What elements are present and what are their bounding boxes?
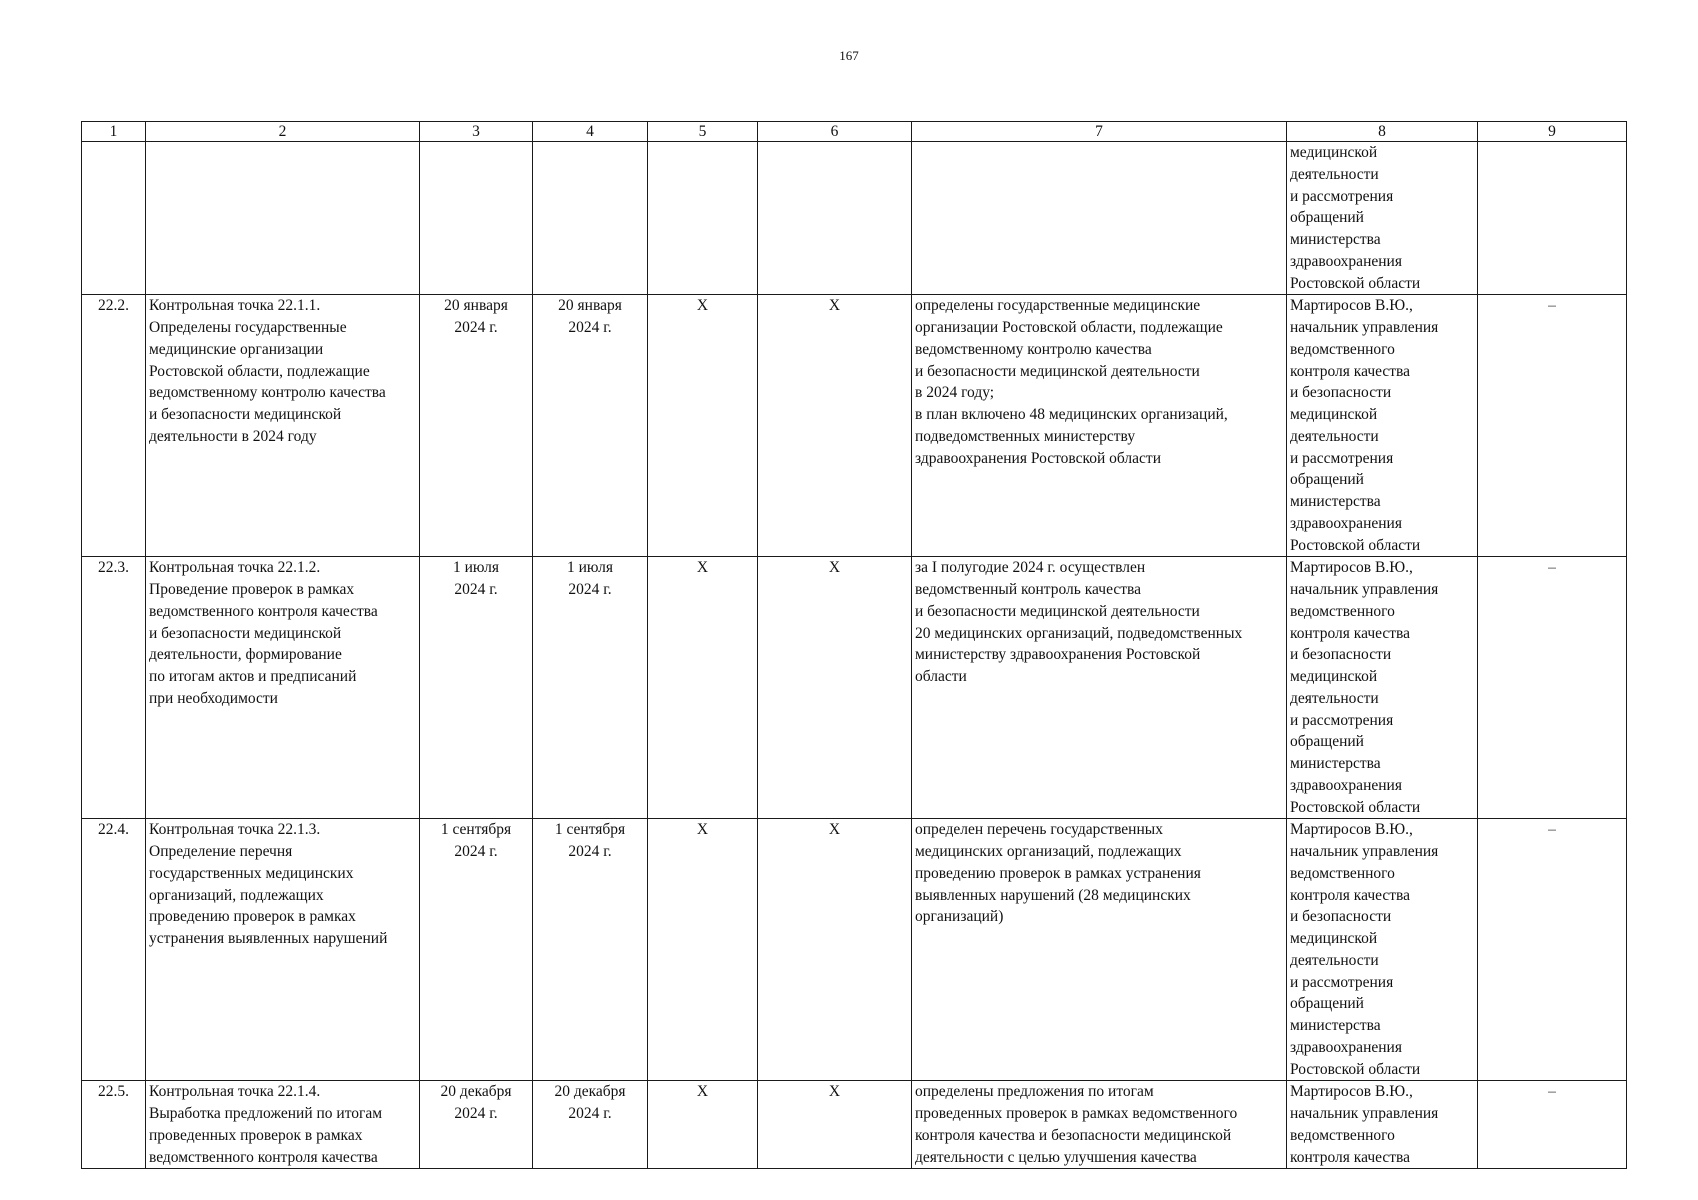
responsible-cell: медицинской деятельности и рассмотрения обращений министерства здравоохранения Ростовской области [1287, 142, 1478, 295]
col6-mark: Х [758, 295, 912, 557]
empty-cell [420, 142, 533, 295]
col5-mark: Х [648, 557, 758, 819]
page-number: 167 [839, 48, 859, 63]
header-cell-7: 7 [912, 122, 1287, 142]
continuation-row [82, 142, 1627, 295]
checkpoint-title: Контрольная точка 22.1.4. Выработка предложений по итогам проведенных проверок в рамках ведомственного контроля качества [146, 1081, 420, 1169]
col9-dash: – [1478, 295, 1627, 557]
col9-dash: – [1478, 557, 1627, 819]
row-number: 22.3. [82, 557, 146, 819]
empty-cell [146, 142, 420, 295]
col9-dash: – [1478, 1081, 1627, 1169]
responsible-cell: Мартиросов В.Ю., начальник управления ведомственного контроля качества и безопасности медицинской деятельности и рассмотрения обращений министерства здравоохранения Ростовской области [1287, 557, 1478, 819]
checkpoint-title: Контрольная точка 22.1.2. Проведение проверок в рамках ведомственного контроля качества и безопасности медицинской деятельности, формирование по итогам актов и предписаний при необходимости [146, 557, 420, 819]
result-text: определены государственные медицинские организации Ростовской области, подлежащие ведомственному контролю качества и безопасности медицинской деятельности в 2024 году; в план включено 48 медицинских организаций, подведомственных министерству здравоохранения Ростовской области [912, 295, 1287, 557]
fact-date: 20 января 2024 г. [533, 295, 648, 557]
header-cell-4: 4 [533, 122, 648, 142]
header-row [82, 122, 1627, 142]
responsible-cell: Мартиросов В.Ю., начальник управления ведомственного контроля качества и безопасности медицинской деятельности и рассмотрения обращений министерства здравоохранения Ростовской области [1287, 295, 1478, 557]
responsible-cell: Мартиросов В.Ю., начальник управления ведомственного контроля качества и безопасности медицинской деятельности и рассмотрения обращений министерства здравоохранения Ростовской области [1287, 819, 1478, 1081]
empty-cell [533, 142, 648, 295]
fact-date: 1 июля 2024 г. [533, 557, 648, 819]
result-text: определен перечень государственных медицинских организаций, подлежащих проведению проверок в рамках устранения выявленных нарушений (28 медицинских организаций) [912, 819, 1287, 1081]
header-cell-3: 3 [420, 122, 533, 142]
plan-date: 1 июля 2024 г. [420, 557, 533, 819]
plan-date: 1 сентября 2024 г. [420, 819, 533, 1081]
col6-mark: Х [758, 1081, 912, 1169]
table-row [82, 1081, 1627, 1169]
result-text: определены предложения по итогам проведенных проверок в рамках ведомственного контроля качества и безопасности медицинской деятельности с целью улучшения качества [912, 1081, 1287, 1169]
empty-cell [648, 142, 758, 295]
empty-cell [1478, 142, 1627, 295]
checkpoint-title: Контрольная точка 22.1.1. Определены государственные медицинские организации Ростовской области, подлежащие ведомственному контролю качества и безопасности медицинской деятельности в 2024 году [146, 295, 420, 557]
empty-cell [758, 142, 912, 295]
header-cell-2: 2 [146, 122, 420, 142]
row-number: 22.2. [82, 295, 146, 557]
report-table [81, 121, 1627, 1169]
checkpoint-title: Контрольная точка 22.1.3. Определение перечня государственных медицинских организаций, подлежащих проведению проверок в рамках устранения выявленных нарушений [146, 819, 420, 1081]
responsible-cell: Мартиросов В.Ю., начальник управления ведомственного контроля качества [1287, 1081, 1478, 1169]
col9-dash: – [1478, 819, 1627, 1081]
header-cell-8: 8 [1287, 122, 1478, 142]
col5-mark: Х [648, 1081, 758, 1169]
row-number: 22.5. [82, 1081, 146, 1169]
col5-mark: Х [648, 295, 758, 557]
plan-date: 20 декабря 2024 г. [420, 1081, 533, 1169]
table-row [82, 295, 1627, 557]
fact-date: 20 декабря 2024 г. [533, 1081, 648, 1169]
empty-cell [82, 142, 146, 295]
table-row [82, 819, 1627, 1081]
header-cell-6: 6 [758, 122, 912, 142]
row-number: 22.4. [82, 819, 146, 1081]
header-cell-1: 1 [82, 122, 146, 142]
col5-mark: Х [648, 819, 758, 1081]
empty-cell [912, 142, 1287, 295]
result-text: за I полугодие 2024 г. осуществлен ведомственный контроль качества и безопасности медицинской деятельности 20 медицинских организаций, подведомственных министерству здравоохранения Ростовской области [912, 557, 1287, 819]
plan-date: 20 января 2024 г. [420, 295, 533, 557]
col6-mark: Х [758, 819, 912, 1081]
col6-mark: Х [758, 557, 912, 819]
header-cell-9: 9 [1478, 122, 1627, 142]
table-row [82, 557, 1627, 819]
header-cell-5: 5 [648, 122, 758, 142]
fact-date: 1 сентября 2024 г. [533, 819, 648, 1081]
